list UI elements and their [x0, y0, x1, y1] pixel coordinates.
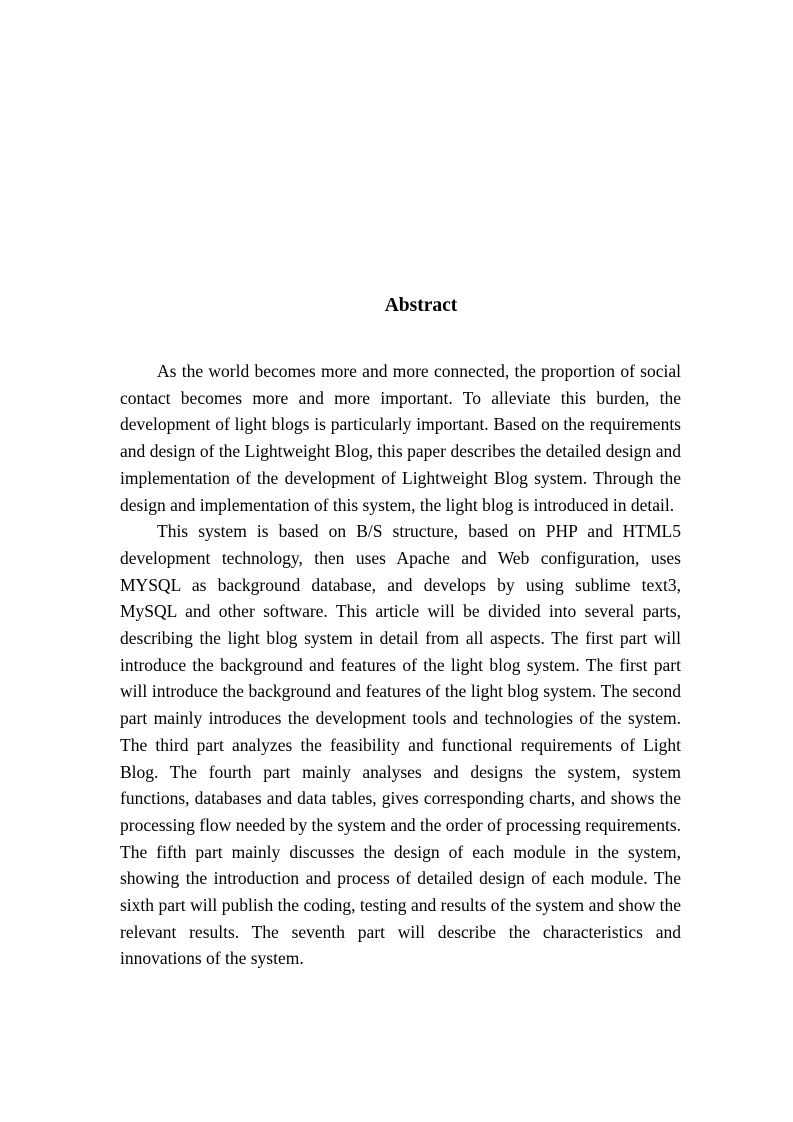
abstract-body — [120, 358, 681, 972]
abstract-paragraph-2: This system is based on B/S structure, based on PHP and HTML5 development technology, then uses Apache and Web configuration, uses MYSQL as background database, and develops by using sublime text3, MySQL and other software. This article will be divided into several parts, describing the light blog system in detail from all aspects. The first part will introduce the background and features of the light blog system. The first part will introduce the background and features of the light blog system. The second part mainly introduces the development tools and technologies of the system. The third part analyzes the feasibility and functional requirements of Light Blog. The fourth part mainly analyses and designs the system, system functions, databases and data tables, gives corresponding charts, and shows the processing flow needed by the system and the order of processing requirements. The fifth part mainly discusses the design of each module in the system, showing the introduction and process of detailed design of each module. The sixth part will publish the coding, testing and results of the system and show the relevant results. The seventh part will describe the characteristics and innovations of the system. — [120, 521, 681, 969]
abstract-paragraph-1: As the world becomes more and more connected, the proportion of social contact becomes more and more important. To alleviate this burden, the development of light blogs is particularly important. Based on the requirements and design of the Lightweight Blog, this paper describes the detailed design and implementation of the development of Lightweight Blog system. Through the design and implementation of this system, the light blog is introduced in detail. — [120, 361, 681, 515]
abstract-title: Abstract — [384, 295, 458, 316]
